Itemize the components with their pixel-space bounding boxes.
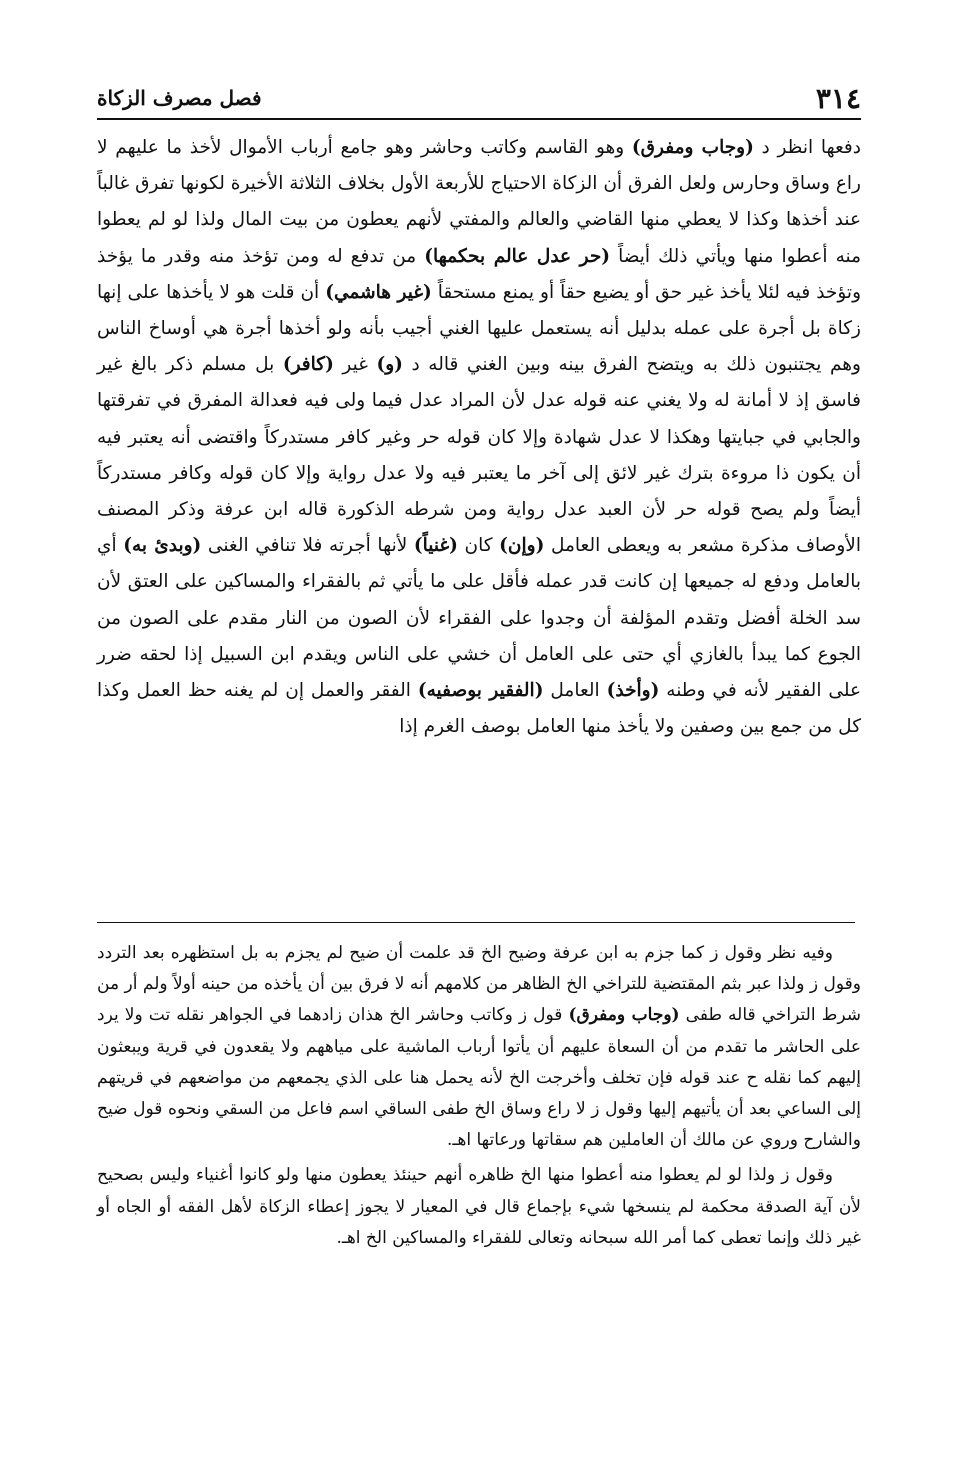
- bold-term: (وجاب ومفرق): [631, 137, 754, 158]
- text-run: قول ز وكاتب وحاشر الخ هذان زادهما في الجواهر نقله تت ولا يرد على الحاشر ما تقدم من أن السعاة عليهم أن يأتوا أرباب الماشية على مياههم ولا يقعدون في قرية ويبعثون إليهم كما نقله ح عند قوله فإن تخلف وأخرجت الخ لأنه يحمل هنا على الذي يجمعهم من مواضعهم في قريتهم إلى الساعي بعد أن يأتيهم إليها وقول ز لا راع وساق الخ طفى الساقي اسم فاعل من السقي ونحوه قول ضيح والشارح وروي عن مالك أن العاملين هم سقاتها ورعاتها اهـ.: [97, 1005, 861, 1151]
- text-run: من تدفع له ومن تؤخذ منه وقدر ما يؤخذ وتؤخذ فيه لئلا يأخذ غير حق أو يضيع حقاً أو يمنع مستحقاً: [97, 245, 862, 303]
- text-run: دفعها انظر د: [753, 137, 861, 158]
- footnote-paragraph: وقول ز ولذا لو لم يعطوا منه أعطوا منها الخ ظاهره أنهم حينئذ يعطون منها ولو كانوا أغنياء وليس بصحيح لأن آية الصدقة محكمة لم ينسخها شيء بإجماع قال في المعيار لا يجوز إعطاء الزكاة لأهل الفقه أو الجاه أو غير ذلك وإنما تعطى كما أمر الله سبحانه وتعالى للفقراء والمساكين الخ اهـ.: [97, 1165, 861, 1248]
- bold-term: (و): [376, 354, 403, 376]
- bold-term: (غير هاشمي): [325, 281, 432, 303]
- bold-term: (وبدئ به): [123, 535, 202, 557]
- bold-term: (وإن): [499, 535, 545, 557]
- page-number: ٣١٤: [815, 81, 861, 115]
- bold-term: (وجاب ومفرق): [568, 1005, 680, 1026]
- bold-term: (حر عدل عالم بحكمها): [424, 245, 611, 267]
- footnote-paragraph: [97, 938, 861, 1156]
- text-run: لأنها أجرته فلا تنافي الغنى: [201, 535, 414, 557]
- text-run: الفقر والعمل إن لم يغنه حظ العمل وكذا كل من جمع بين وصفين ولا يأخذ منها العامل بوصف الغرم إذا: [97, 680, 861, 738]
- footnotes: [97, 938, 861, 1258]
- main-text: [97, 130, 861, 745]
- text-run: أي بالعامل ودفع له جميعها إن كانت قدر عمله فأقل على ما يأتي ثم بالفقراء والمساكين على العتق لأن سد الخلة أفضل وتقدم المؤلفة أن وجدوا على الفقراء لأن الصون من النار مقدم على الصون من الجوع كما يبدأ بالغازي أي حتى على العامل أن خشي على الناس ويقدم ابن السبيل إذا لحقه ضرر على الفقير لأنه في وطنه: [97, 535, 861, 702]
- text-run: بل مسلم ذكر بالغ غير فاسق إذ لا أمانة له ولا يغني عنه قوله عدل لأن المراد عدل فيما ولى فيه فعدالة المفرق في تفرقتها والجابي في جبايتها وهكذا لا عدل شهادة وإلا كان قوله حر وغير كافر مستدركاً واقتضى أنه يعتبر فيه أن يكون ذا مروءة بترك غير لائق إلى آخر ما يعتبر فيه ولا عدل رواية وإلا كان قوله وكافر مستدركاً أيضاً ولم يصح قوله حر لأن العبد عدل رواية ومن شرطه الذكورة قاله ابن عرفة وذكر المصنف الأوصاف مذكرة مشعر به ويعطى العامل: [97, 354, 861, 557]
- text-run: العامل: [543, 680, 607, 702]
- bold-term: (الفقير بوصفيه): [417, 680, 544, 702]
- page-header: [97, 78, 861, 120]
- chapter-title: فصل مصرف الزكاة: [97, 86, 262, 110]
- bold-term: (وأخذ): [606, 680, 660, 702]
- text-run: وهو القاسم وكاتب وحاشر وهو جامع أرباب الأموال لأخذ ما عليهم لا راع وساق وحارس ولعل الفرق أن الزكاة الاحتياج للأربعة الأول بخلاف الثلاثة الأخيرة لكونها تفرق غالباً عند أخذها وكذا لا يعطي منها القاضي والعالم والمفتي لأنهم يعطون من بيت المال ولذا لو لم يعطوا منه أعطوا منها ويأتي ذلك أيضاً: [97, 137, 861, 267]
- footnote-divider: [97, 922, 855, 923]
- text-run: غير: [333, 354, 377, 376]
- text-run: أن قلت هو لا يأخذها على إنها زكاة بل أجرة على عمله بدليل أنه يستعمل عليها الغني أجيب بأنه ولو أخذها أجرة هي أوساخ الناس وهم يجتنبون ذلك به ويتضح الفرق بينه وبين الغني قاله د: [97, 281, 861, 376]
- bold-term: (كافر): [282, 354, 334, 376]
- main-paragraph: [97, 130, 861, 745]
- text-run: وفيه نظر وقول ز كما جزم به ابن عرفة وضيح الخ قد علمت أن ضيح لم يجزم به بل استظهره بعد التردد وقول ز ولذا عبر بثم المقتضية للتراخي الخ الظاهر من كلامهم أنه لا فرق بين أن يأخذه من حينه أولاً ولم أر من شرط التراخي قاله طفى: [97, 943, 861, 1026]
- text-run: كان: [457, 535, 500, 557]
- bold-term: (غنياً): [413, 535, 458, 557]
